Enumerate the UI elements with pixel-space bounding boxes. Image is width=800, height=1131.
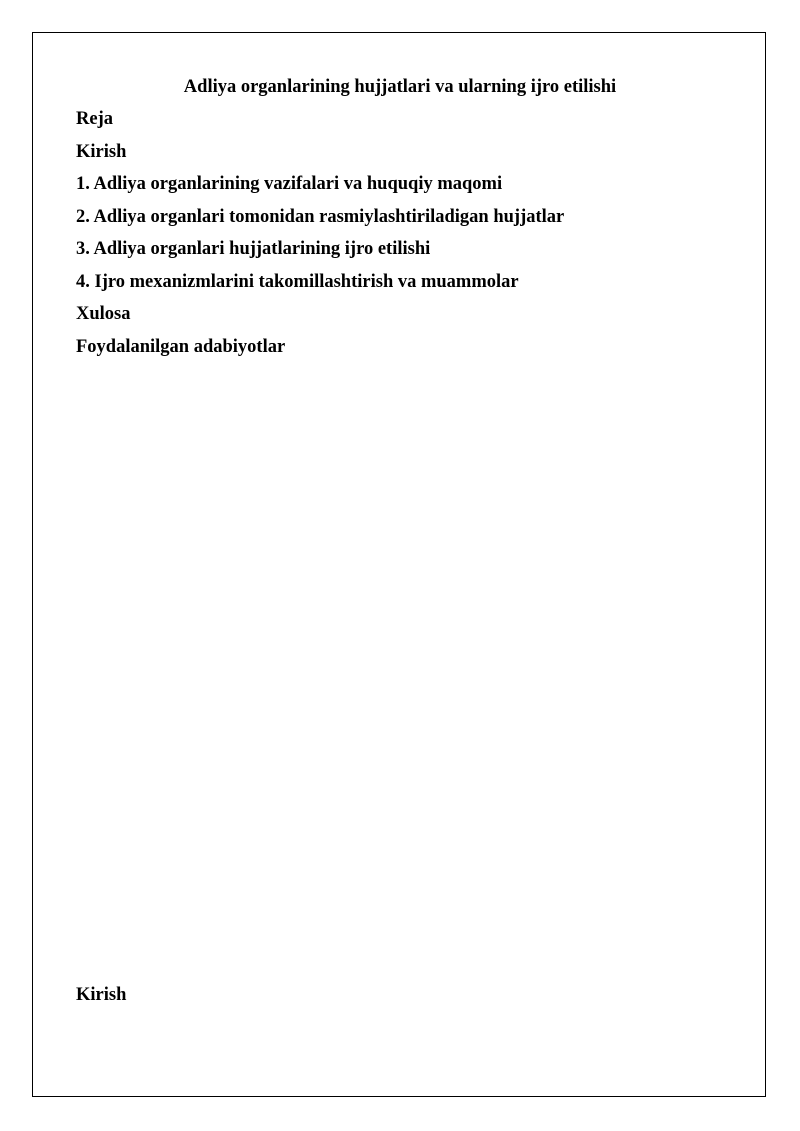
plan-item-references: Foydalanilgan adabiyotlar (76, 336, 286, 357)
document-title: Adliya organlarining hujjatlari va ularning ijro etilishi (183, 77, 617, 97)
plan-item-4: 4. Ijro mexanizmlarini takomillashtirish va muammolar (76, 271, 519, 292)
plan-heading: Reja (76, 109, 113, 129)
plan-item-1: 1. Adliya organlarining vazifalari va huquqiy maqomi (76, 174, 503, 194)
section-heading-introduction: Kirish (76, 985, 127, 1005)
plan-list (76, 108, 564, 368)
plan-item-conclusion: Xulosa (76, 304, 131, 324)
plan-item-2: 2. Adliya organlari tomonidan rasmiylashtiriladigan hujjatlar (76, 206, 565, 227)
plan-item-introduction: Kirish (76, 141, 127, 162)
plan-item-3: 3. Adliya organlari hujjatlarining ijro etilishi (76, 239, 431, 259)
